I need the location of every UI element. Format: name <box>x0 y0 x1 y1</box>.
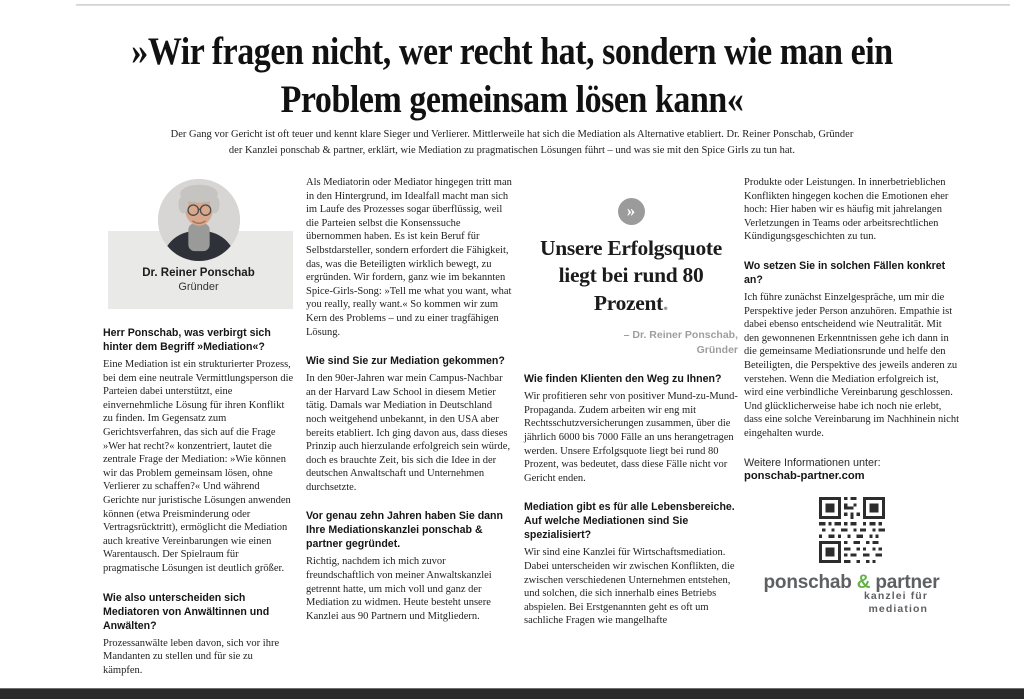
answer-paragraph: In den 90er-Jahren war mein Campus-Nachbar an der Harvard Law School in diesem Metier tätig. Damals war Mediation in Deutschland noch weitgehend unbekannt, in den USA aber bereits etabliert. Ich ging davon aus, dass dieses Prinzip auch hierzulande erfolgreich sein würde, doch es brauchte Zeit, bis sich die Idee in der deutschen Anwaltschaft und Unternehmen durchsetzte. <box>306 373 511 493</box>
column-3 <box>524 176 738 630</box>
answer-paragraph: Eine Mediation ist ein strukturierter Prozess, bei dem eine neutrale Vermittlungsperson die Parteien dabei unterstützt, eine einvernehmliche Lösung für ihren Konflikt zu finden. Im Gegensatz zum Gerichtsverfahren, das sich auf die Frage »Wer hat recht?« konzentriert, lautet die zentrale Frage der Mediation: »Wie können wir das Problem gemeinsam lösen, ohne Verlierer zu schaffen?« Und während Gerichte nur juristische Lösungen anwenden können (etwa Preisminderung oder Vertragsrücktritt), ermöglicht die Mediation auch kreative Vereinbarungen wie einen Warentausch. Der Spielraum für pragmatische Lösungen ist deutlich größer. <box>103 359 294 574</box>
answer-paragraph: Ich führe zunächst Einzelgespräche, um mir die Perspektive jeder Person anzuhören. Empathie ist dabei ebenso entscheidend wie Neutralität. Mit den gewonnenen Erkenntnissen gehe ich dann in die gemeinsame Mediationsrunde und helfe den Beteiligten, die Perspektive des jeweils anderen zu verstehen. Wenn die Mediation erfolgreich ist, wird eine verbindliche Vereinbarung geschlossen. Und glücklicherweise habe ich noch nie erlebt, dass eine solche Vereinbarung im Nachhinein nicht eingehalten wurde. <box>744 291 959 439</box>
answer-paragraph: Prozessanwälte leben davon, sich vor ihre Mandanten zu stellen und für sie zu kämpfen. <box>103 637 280 676</box>
question-heading: Wie finden Klienten den Weg zu Ihnen? <box>524 373 722 386</box>
qr-code <box>819 497 885 563</box>
question-heading: Mediation gibt es für alle Lebensbereiche. Auf welche Mediationen sind Sie spezialisiert? <box>524 501 735 542</box>
quote-period: . <box>663 290 669 315</box>
body-paragraph: Produkte oder Leistungen. In innerbetrieblichen Konflikten hingegen kochen die Emotionen eher hoch: Hier haben wir es häufig mit jahrelangen Verletzungen in Teams oder arbeitsrechtlichen Kündigungsgeschichten zu tun. <box>744 177 949 243</box>
question-heading: Vor genau zehn Jahren haben Sie dann Ihre Mediationskanzlei ponschab & partner gegründet. <box>306 510 504 551</box>
column-2 <box>306 176 512 625</box>
column-4 <box>744 176 959 617</box>
turtleneck-shape <box>188 223 209 251</box>
portrait-illustration <box>158 179 240 261</box>
question-heading: Wie also unterscheiden sich Mediatoren von Anwältinnen und Anwälten? <box>103 591 270 632</box>
page-title: »Wir fragen nicht, wer recht hat, sondern wie man ein Problem gemeinsam lösen kann« <box>131 30 893 121</box>
logo-tagline: kanzlei für mediation <box>863 590 928 616</box>
question-heading: Wo setzen Sie in solchen Fällen konkret an? <box>744 259 946 286</box>
info-label: Weitere Informationen unter: <box>744 456 881 469</box>
profile-role: Gründer <box>178 280 219 293</box>
profile-photo <box>158 179 240 261</box>
footer-bar <box>0 688 1024 699</box>
question-heading: Herr Ponschab, was verbirgt sich hinter dem Begriff »Mediation«? <box>103 327 271 353</box>
profile-card <box>103 179 294 309</box>
company-logo-wordmark: ponschab & partner <box>763 571 940 593</box>
standfirst: Der Gang vor Gericht ist oft teuer und kennt klare Sieger und Verlierer. Mittlerweile hat sich die Mediation als Alternative etabliert. Dr. Reiner Ponschab, Gründer der Kanzlei ponschab & partner, erklärt, wie Mediation zu pragmatischen Lösungen führt – und was sie mit den Spice Girls zu tun hat. <box>170 129 854 156</box>
question-heading: Wie sind Sie zur Mediation gekommen? <box>306 355 505 368</box>
column-1 <box>103 176 294 679</box>
answer-paragraph: Richtig, nachdem ich mich zuvor freundschaftlich von meiner Anwaltskanzlei getrennt hatte, um mich voll und ganz der Mediation zu widmen. Heute besteht unsere Kanzlei aus 90 Partnern und Mitgliedern. <box>306 556 492 622</box>
profile-name: Dr. Reiner Ponschab <box>142 267 255 279</box>
body-paragraph: Als Mediatorin oder Mediator hingegen tritt man in den Hintergrund, im Idealfall macht man sich im Laufe des Prozesses sogar überflüssig, weil die Parteien selbst die Konsenssuche übernommen haben. Es ist kein Beruf für Selbstdarsteller, sondern erfordert die Fähigkeit, das, was die Beteiligten wirklich bewegt, zu ergründen. Wir fordern, ganz wie im bekannten Spice-Girls-Song: »Tell me what you want, what you really, really want.« So kommen wir zum Kern des Problems – und zu einer tragfähigen Lösung. <box>306 177 512 338</box>
logo-ampersand: & <box>856 571 871 593</box>
pull-quote <box>524 176 738 357</box>
website-link[interactable]: ponschab-partner.com <box>744 470 865 483</box>
company-logo <box>744 571 959 617</box>
quote-attribution: – Dr. Reiner Ponschab, Gründer <box>623 328 738 356</box>
answer-paragraph: Wir sind eine Kanzlei für Wirtschaftsmediation. Dabei unterscheiden wir zwischen Konflikten, die zwischen verschiedenen Unternehmen entstehen, und solchen, die sich innerhalb eines Betriebs abspielen. Bei Erstgenannten geht es oft um sachliche Fragen wie mangelhafte <box>524 547 735 627</box>
top-rule <box>76 4 1010 6</box>
quote-chevron-icon: » <box>618 198 645 225</box>
answer-paragraph: Wir profitieren sehr von positiver Mund-zu-Mund-Propaganda. Zudem arbeiten wir eng mit Rechtsschutzversicherungen zusammen, über die jährlich 6000 bis 7000 Fälle an uns herangetragen werden. Unsere Erfolgsquote liegt bei rund 80 Prozent, was bedeutet, dass diese Fälle nicht vor Gericht enden. <box>524 391 738 484</box>
quote-text: Unsere Erfolgsquote liegt bei rund 80 Prozent. <box>539 236 723 315</box>
